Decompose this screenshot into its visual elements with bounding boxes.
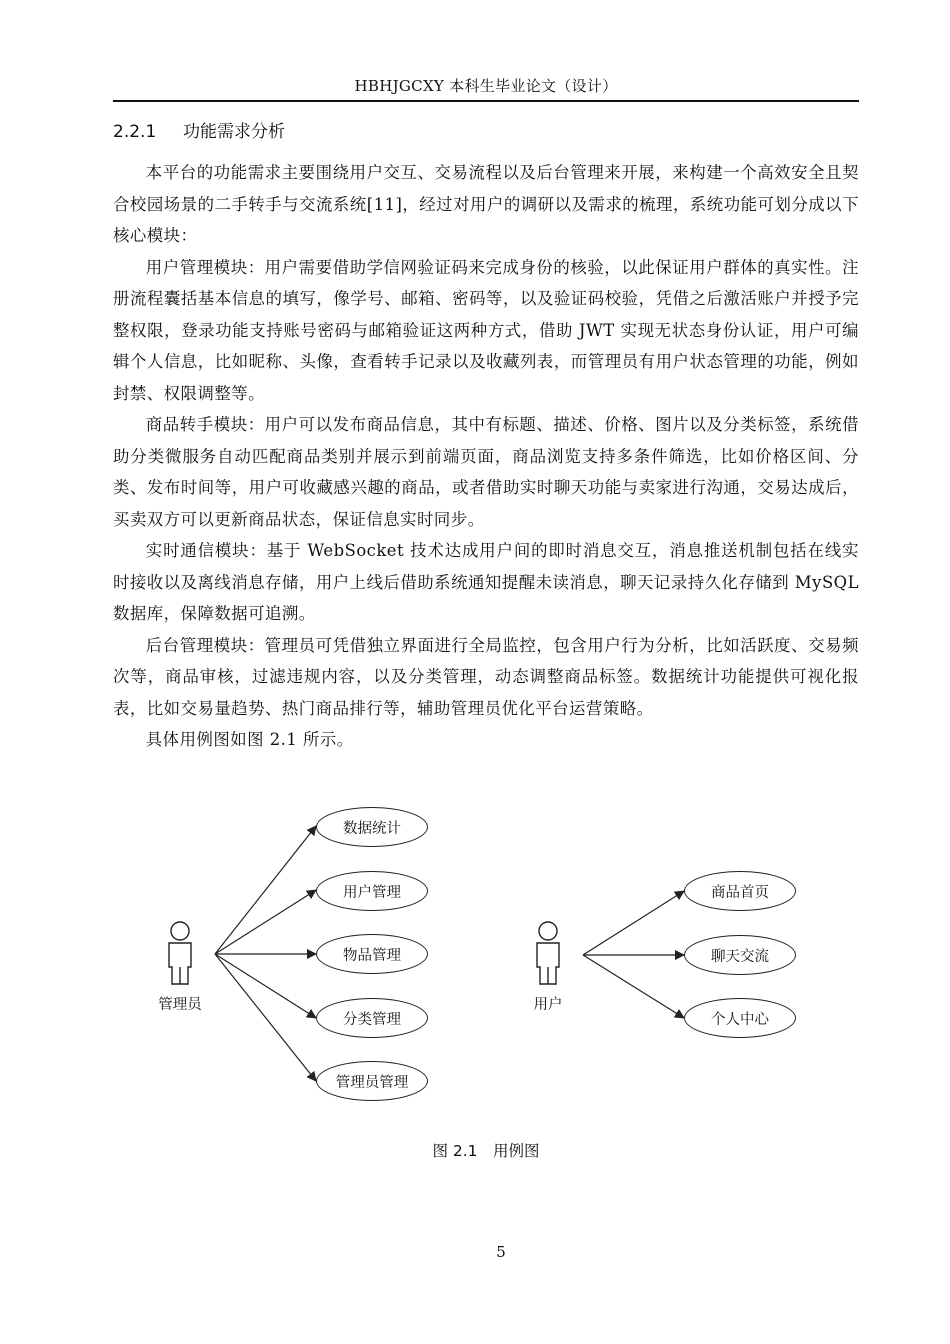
use-case-item-management: 物品管理 (316, 934, 428, 974)
page-number: 5 (496, 1243, 506, 1261)
figure-caption: 图 2.1 用例图 (432, 1142, 540, 1160)
paragraph-item-trading: 商品转手模块：用户可以发布商品信息，其中有标题、描述、价格、图片以及分类标签，系统借助分类微服务自动匹配商品类别并展示到前端页面，商品浏览支持多条件筛选，比如价格区间、分类、发布时间等，用户可收藏感兴趣的商品，或者借助实时聊天功能与卖家进行沟通，交易达成后，买卖双方可以更新商品状态，保证信息实时同步。 (113, 415, 859, 529)
paragraph-admin-backend: 后台管理模块：管理员可凭借独立界面进行全局监控，包含用户行为分析，比如活跃度、交易频次等，商品审核，过滤违规内容，以及分类管理，动态调整商品标签。数据统计功能提供可视化报表，比如交易量趋势、热门商品排行等，辅助管理员优化平台运营策略。 (113, 635, 859, 718)
admin-actor-icon (169, 922, 191, 984)
paragraph-user-management: 用户管理模块：用户需要借助学信网验证码来完成身份的核验，以此保证用户群体的真实性。注册流程囊括基本信息的填写，像学号、邮箱、密码等，以及验证码校验，凭借之后激活账户并授予完整权限，登录功能支持账号密码与邮箱验证这两种方式，借助 JWT 实现无状态身份认证，用户可编辑个人信息，比如昵称、头像，查看转手记录以及收藏列表，而管理员有用户状态管理的功能，例如封禁、权限调整等。 (113, 257, 859, 403)
section-number: 2.2.1 (113, 122, 157, 142)
use-case-data-stats: 数据统计 (316, 807, 428, 847)
user-actor-label: 用户 (533, 997, 563, 1013)
paragraph-figure-reference: 具体用例图如图 2.1 所示。 (145, 730, 354, 749)
association-admin-category-mgmt (215, 954, 316, 1018)
body-text (113, 157, 859, 756)
use-case-category-management: 分类管理 (316, 998, 428, 1038)
use-case-chat: 聊天交流 (684, 935, 796, 975)
running-header: HBHJGCXY 本科生毕业论文（设计） (354, 77, 618, 95)
association-user-profile (583, 955, 684, 1018)
use-case-personal-center: 个人中心 (684, 998, 796, 1038)
section-heading (113, 120, 285, 144)
use-case-product-home: 商品首页 (684, 871, 796, 911)
paragraph-realtime-messaging: 实时通信模块：基于 WebSocket 技术达成用户间的即时消息交互，消息推送机制包括在线实时接收以及离线消息存储，用户上线后借助系统通知提醒未读消息，聊天记录持久化存储到 MySQL 数据库，保障数据可追溯。 (113, 541, 859, 623)
association-admin-user-mgmt (215, 890, 316, 954)
section-title: 功能需求分析 (183, 122, 285, 142)
association-user-home (583, 891, 684, 955)
use-case-diagram (140, 805, 840, 1125)
association-admin-data-stats (215, 826, 316, 954)
admin-actor-label: 管理员 (158, 997, 202, 1013)
use-case-user-management: 用户管理 (316, 871, 428, 911)
association-admin-admin-mgmt (215, 954, 316, 1081)
user-actor-icon (537, 922, 559, 984)
paragraph-intro: 本平台的功能需求主要围绕用户交互、交易流程以及后台管理来开展，来构建一个高效安全且契合校园场景的二手转手与交流系统[11]，经过对用户的调研以及需求的梳理，系统功能可划分成以下核心模块： (113, 163, 859, 245)
use-case-admin-management: 管理员管理 (316, 1061, 428, 1101)
header-rule (113, 100, 859, 102)
